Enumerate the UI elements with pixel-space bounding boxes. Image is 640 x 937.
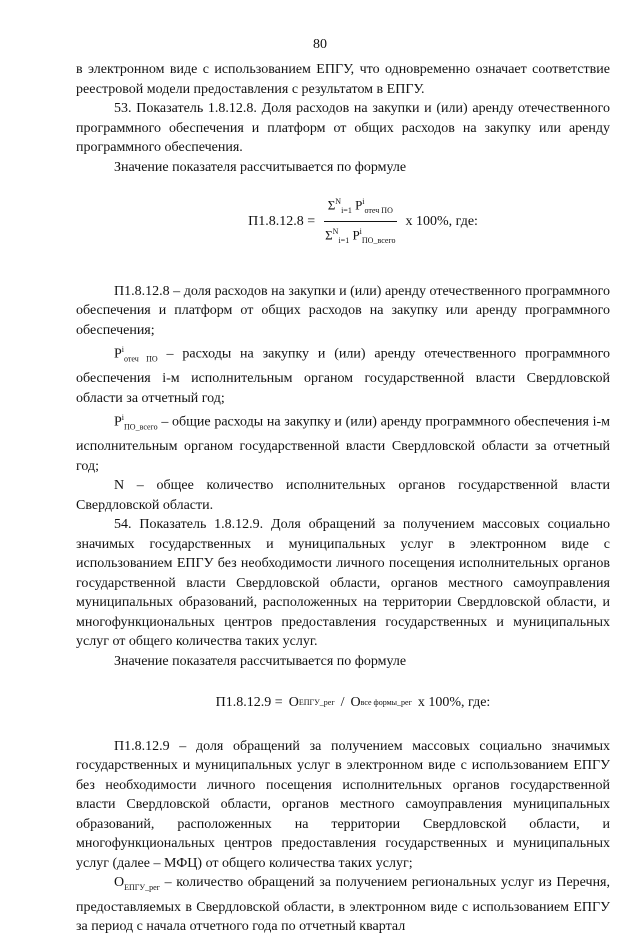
paragraph-definition-n: N – общее количество исполнительных органов государственной власти Свердловской области. <box>76 478 610 513</box>
var-subscript: отеч ПО <box>124 354 158 364</box>
var-subscript: ПО_всего <box>124 422 158 432</box>
paragraph-formula-intro-1: Значение показателя рассчитывается по формуле <box>114 159 407 175</box>
definition-text: – общие расходы на закупку и (или) аренду программного обеспечения i-м исполнительным органом государственной власти Свердловской области за отчетный год; <box>76 414 610 474</box>
var-p: P <box>355 197 363 213</box>
var-index: i <box>121 345 125 355</box>
formula-1-8-12-9 <box>76 693 610 713</box>
paragraph-definition-p1-8-12-9: П1.8.12.9 – доля обращений за получением массовых социально значимых государственных и муниципальных услуг в электронном виде с использованием ЕПГУ без необходимости личного посещения исполнительных органов государственной власти Свердловской области, органов местного самоуправления муниципальных образований, расположенных на территории Свердловской области, и многофункциональных центров предоставления государственных и муниципальных услуг (далее – МФЦ) от общего количества таких услуг; <box>76 738 610 871</box>
document-body <box>76 60 610 937</box>
var-subscript: ЕПГУ_рег <box>124 883 160 893</box>
var-index: i <box>121 413 125 423</box>
var-subscript: ПО_всего <box>361 235 396 245</box>
paragraph-definition-p1-8-12-8: П1.8.12.8 – доля расходов на закупки и (или) аренду отечественного программного обеспечения и платформ от общих расходов на закупку или аренду программного обеспечения; <box>76 283 610 338</box>
formula-denominator <box>321 222 399 250</box>
var-o: О <box>288 695 299 711</box>
sum-symbol: Σ <box>325 227 333 243</box>
formula-lhs: П1.8.12.8 = <box>248 213 316 229</box>
var-p: P <box>352 227 360 243</box>
paragraph-continuation: в электронном виде с использованием ЕПГУ, что одновременно означает соответствие реестровой модели предоставления с результатом в ЕПГУ. <box>76 62 610 97</box>
var-p: P <box>114 414 122 430</box>
var-subscript: все формы_рег <box>360 698 412 708</box>
formula-lhs: П1.8.12.9 = <box>215 695 283 711</box>
formula-rhs: x 100%, где: <box>417 695 491 711</box>
page-number: 80 <box>313 37 327 52</box>
sum-symbol: Σ <box>327 197 336 213</box>
formula-rhs: x 100%, где: <box>405 213 478 229</box>
var-index: i <box>359 226 362 236</box>
definition-text: – расходы на закупку и (или) аренду отечественного программного обеспечения i-м исполнительным органом государственной власти Свердловской области за отчетный год; <box>76 347 610 406</box>
formula-numerator <box>324 193 397 222</box>
definition-text: – количество обращений за получением региональных услуг из Перечня, предоставляемых в Свердловской области, в электронном виде с использованием ЕПГУ за период с начала отчетного года по отчетный квартал <box>76 875 610 935</box>
var-index: i <box>362 197 365 206</box>
sum-lower: i=1 <box>341 205 352 215</box>
formula-fraction <box>321 193 399 250</box>
paragraph-indicator-53: 53. Показатель 1.8.12.8. Доля расходов на закупки и (или) аренду отечественного программного обеспечения и платформ от общих расходов на закупку или аренду программного обеспечения. <box>76 101 610 155</box>
paragraph-formula-intro-2: Значение показателя рассчитывается по формуле <box>114 653 407 669</box>
paragraph-indicator-54: 54. Показатель 1.8.12.9. Доля обращений за получением массовых социально значимых государственных и муниципальных услуг в электронном виде с использованием ЕПГУ без необходимости личного посещения исполнительных органов государственной власти Свердловской области, органов местного самоуправления муниципальных образований, расположенных на территории Свердловской области, и многофункциональных центров предоставления государственных и муниципальных услуг от общего количества таких услуг. <box>76 517 610 650</box>
var-subscript: отеч ПО <box>364 205 393 215</box>
division-sign: / <box>340 695 345 711</box>
var-subscript: ЕПГУ_рег <box>298 698 335 708</box>
paragraph-definition-p-total <box>76 408 610 476</box>
var-o: О <box>114 875 125 891</box>
var-o: О <box>350 695 361 711</box>
paragraph-definition-p-otech <box>76 340 610 408</box>
sum-upper: N <box>335 197 342 206</box>
formula-1-8-12-8 <box>76 193 610 250</box>
sum-upper: N <box>332 226 339 236</box>
sum-lower: i=1 <box>338 235 350 245</box>
var-p: P <box>114 347 122 362</box>
